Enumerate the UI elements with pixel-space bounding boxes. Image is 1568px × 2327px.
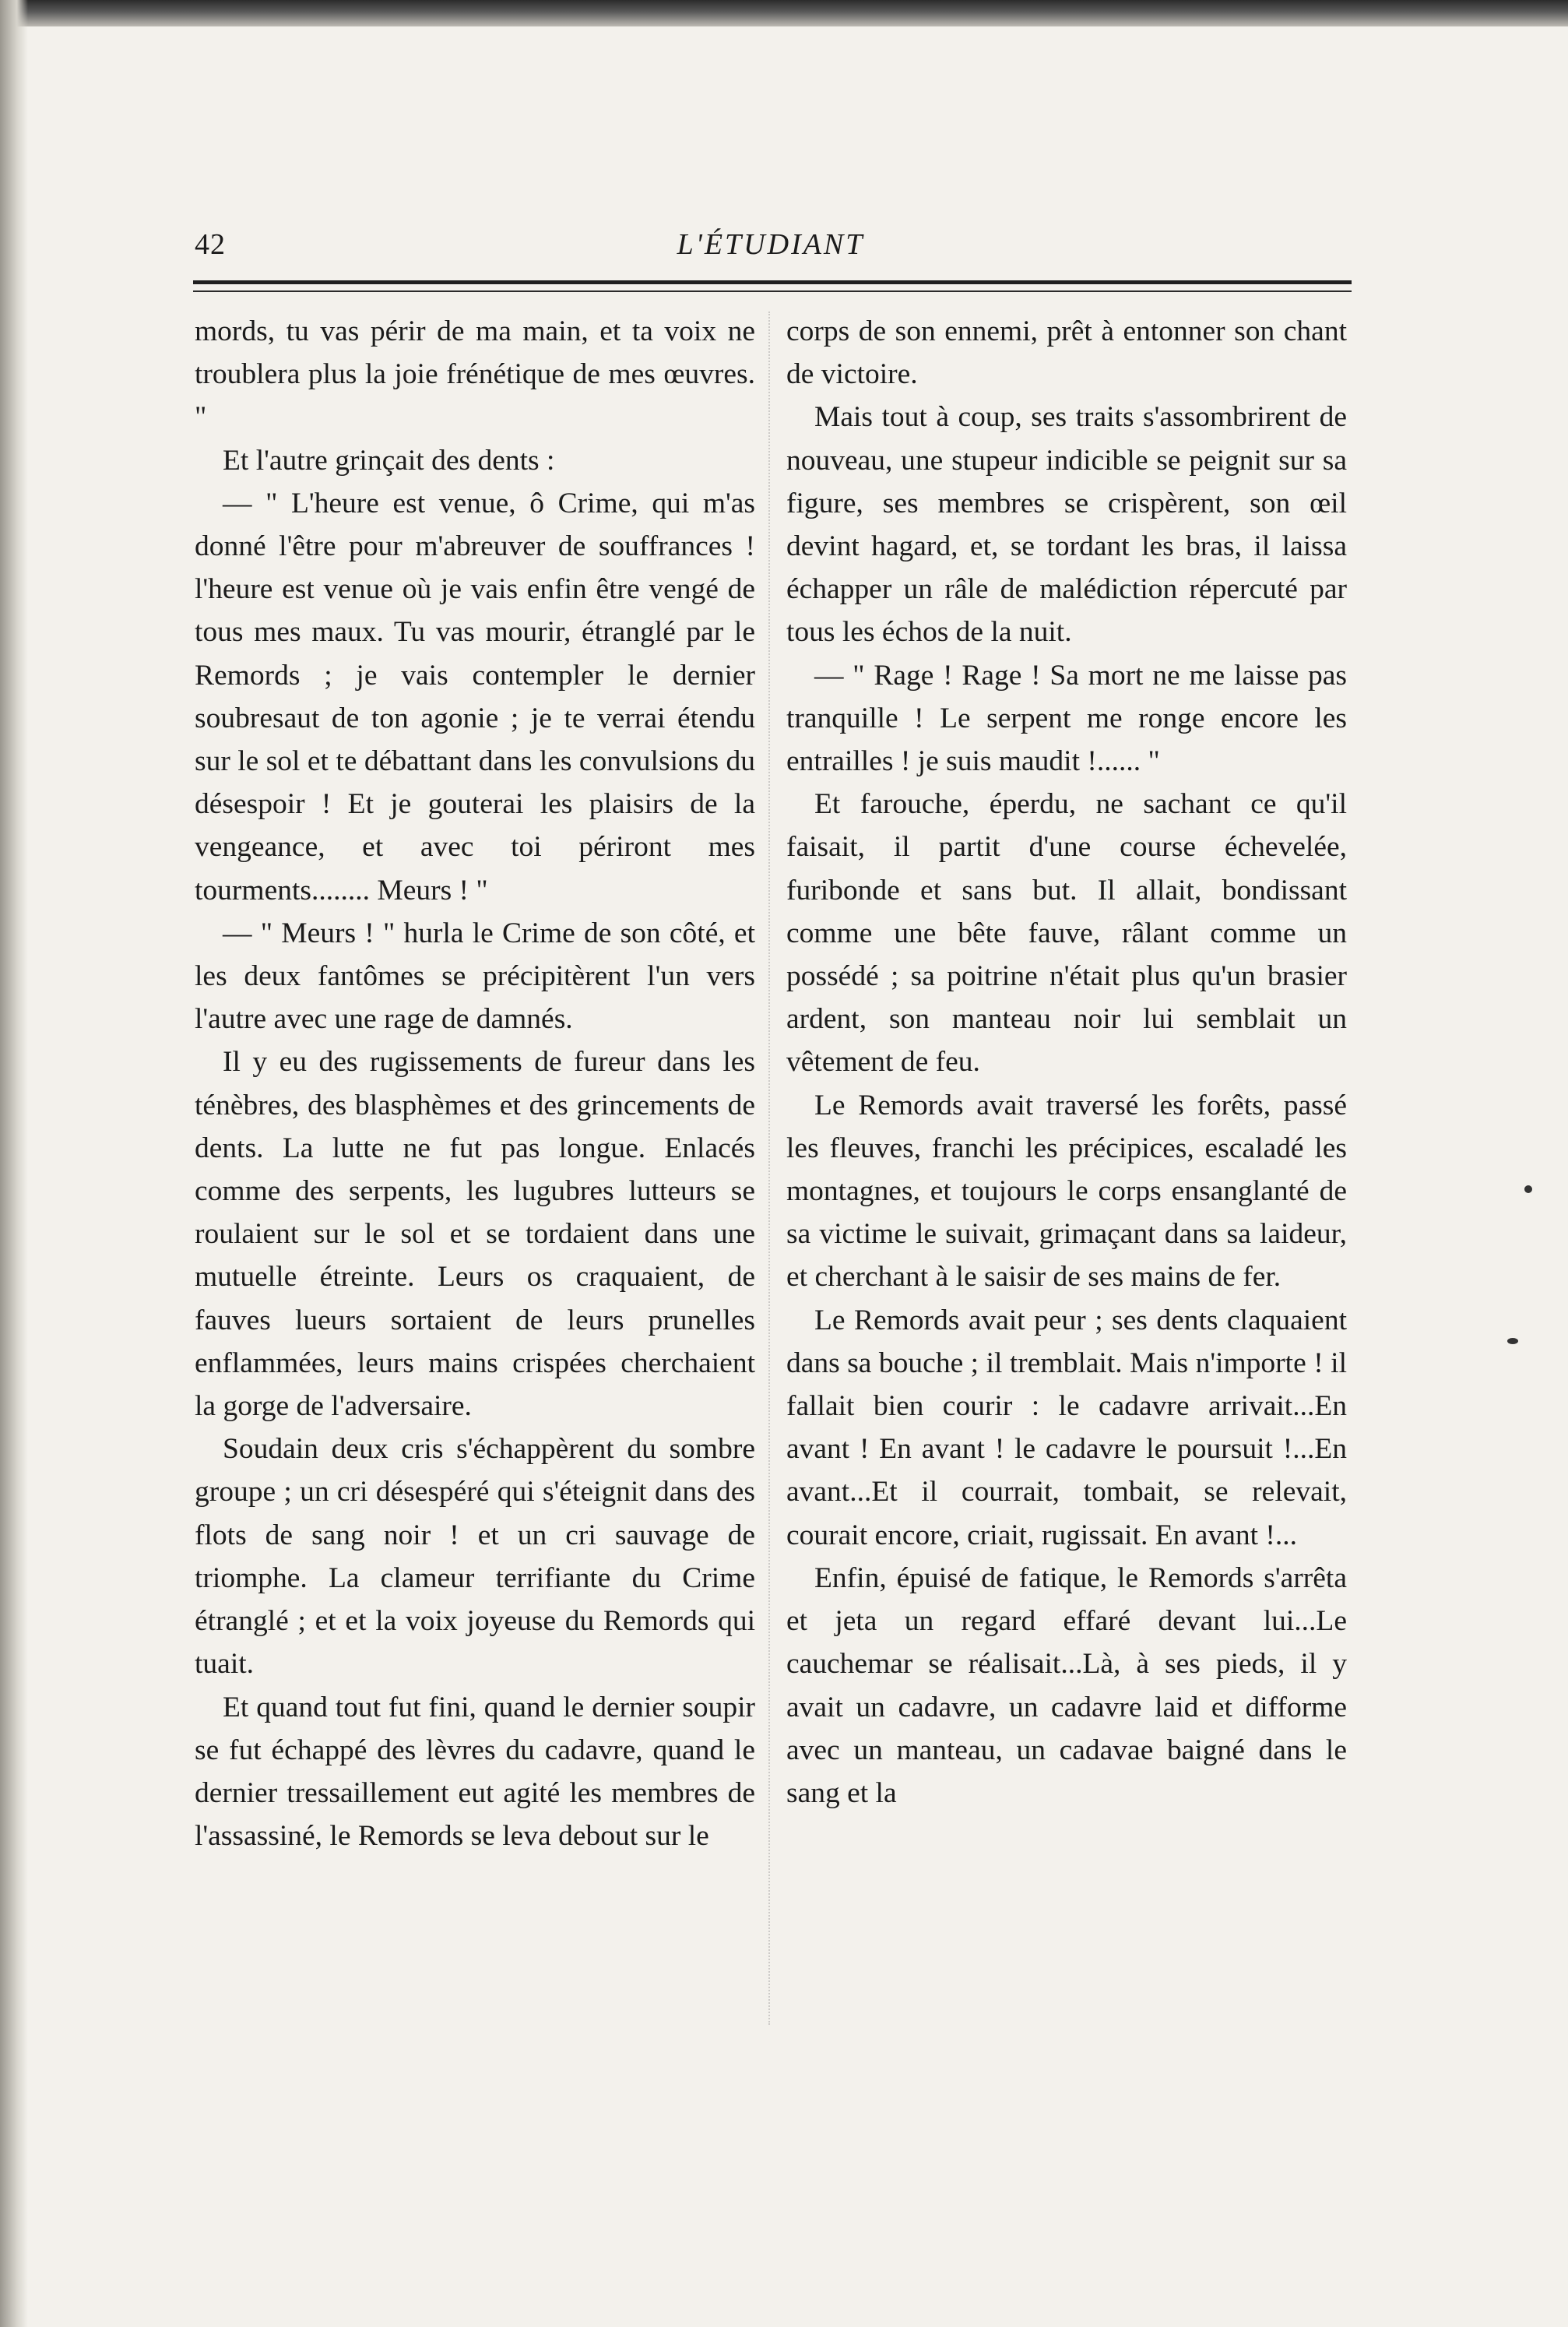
paragraph: — " L'heure est venue, ô Crime, qui m'as donné l'être pour m'abreuver de souffrances ! l'heure est venue où je vais enfin être vengé de tous mes maux. Tu vas mourir, étranglé par le Remords ; je vais contempler le dernier soubresaut de ton agonie ; je te verrai étendu sur le sol et te débattant dans les convulsions du désespoir ! Et je gouterai les plaisirs de la vengeance, et avec toi périront mes tourments........ Meurs ! " xyxy=(195,487,755,907)
right-column xyxy=(786,310,1347,1815)
ink-speck xyxy=(1524,1185,1532,1193)
paragraph: Et farouche, éperdu, ne sachant ce qu'il faisait, il partit d'une course échevelée, furibonde et sans but. Il allait, bondissant comme une bête fauve, râlant comme un possédé ; sa poitrine n'était plus qu'un brasier ardent, son manteau noir lui semblait un vêtement de feu. xyxy=(786,788,1347,1079)
ink-speck xyxy=(1507,1338,1518,1344)
header-rule-thin xyxy=(193,290,1352,292)
paragraph: Le Remords avait traversé les forêts, passé les fleuves, franchi les précipices, escaladé les montagnes, et toujours le corps ensanglanté de sa victime le suivait, grimaçant dans sa laideur, et cherchant à le saisir de ses mains de fer. xyxy=(786,1089,1347,1294)
paragraph: Et quand tout fut fini, quand le dernier soupir se fut échappé des lèvres du cadavre, quand le dernier tressaillement eut agité les membres de l'assassiné, le Remords se leva debout sur le xyxy=(195,1691,755,1853)
page-number: 42 xyxy=(195,228,226,261)
paragraph: Mais tout à coup, ses traits s'assombrirent de nouveau, une stupeur indicible se peignit sur sa figure, ses membres se crispèrent, son œil devint hagard, et, se tordant les bras, il laissa échapper un râle de malédiction répercuté par tous les échos de la nuit. xyxy=(786,401,1347,649)
scan-left-edge xyxy=(0,0,28,2327)
paragraph: Soudain deux cris s'échappèrent du sombre groupe ; un cri désespéré qui s'éteignit dans des flots de sang noir ! et un cri sauvage de triomphe. La clameur terrifiante du Crime étranglé ; et et la voix joyeuse du Remords qui tuait. xyxy=(195,1433,755,1681)
paragraph: mords, tu vas périr de ma main, et ta voix ne troublera plus la joie frénétique de mes œuvres. " xyxy=(195,315,755,434)
running-title: L'ÉTUDIANT xyxy=(677,228,865,261)
page-header xyxy=(195,227,1347,274)
header-rule-thick xyxy=(193,280,1352,284)
left-column xyxy=(195,310,755,1857)
paragraph: Enfin, épuisé de fatique, le Remords s'arrêta et jeta un regard effaré devant lui...Le cauchemar se réalisait...Là, à ses pieds, il y avait un cadavre, un cadavre laid et difforme avec un manteau, un cadavae baigné dans le sang et la xyxy=(786,1561,1347,1809)
paragraph: Il y eu des rugissements de fureur dans les ténèbres, des blasphèmes et des grincements de dents. La lutte ne fut pas longue. Enlacés comme des serpents, les lugubres lutteurs se roulaient sur le sol et se tordaient dans une mutuelle étreinte. Leurs os craquaient, de fauves lueurs sortaient de leurs prunelles enflammées, leurs mains crispées cherchaient la gorge de l'adversaire. xyxy=(195,1046,755,1423)
column-gutter xyxy=(768,312,770,2025)
paragraph: — " Rage ! Rage ! Sa mort ne me laisse pas tranquille ! Le serpent me ronge encore les entrailles ! je suis maudit !...... " xyxy=(786,659,1347,778)
paragraph: — " Meurs ! " hurla le Crime de son côté, et les deux fantômes se précipitèrent l'un vers l'autre avec une rage de damnés. xyxy=(195,917,755,1036)
paragraph: corps de son ennemi, prêt à entonner son chant de victoire. xyxy=(786,315,1347,391)
paragraph: Et l'autre grinçait des dents : xyxy=(223,444,555,477)
paragraph: Le Remords avait peur ; ses dents claquaient dans sa bouche ; il tremblait. Mais n'importe ! il fallait bien courir : le cadavre arrivait...En avant ! En avant ! le cadavre le poursuit !...En avant...Et il courrait, tombait, se relevait, courait encore, criait, rugissait. En avant !... xyxy=(786,1304,1347,1551)
scan-top-edge xyxy=(0,0,1568,26)
